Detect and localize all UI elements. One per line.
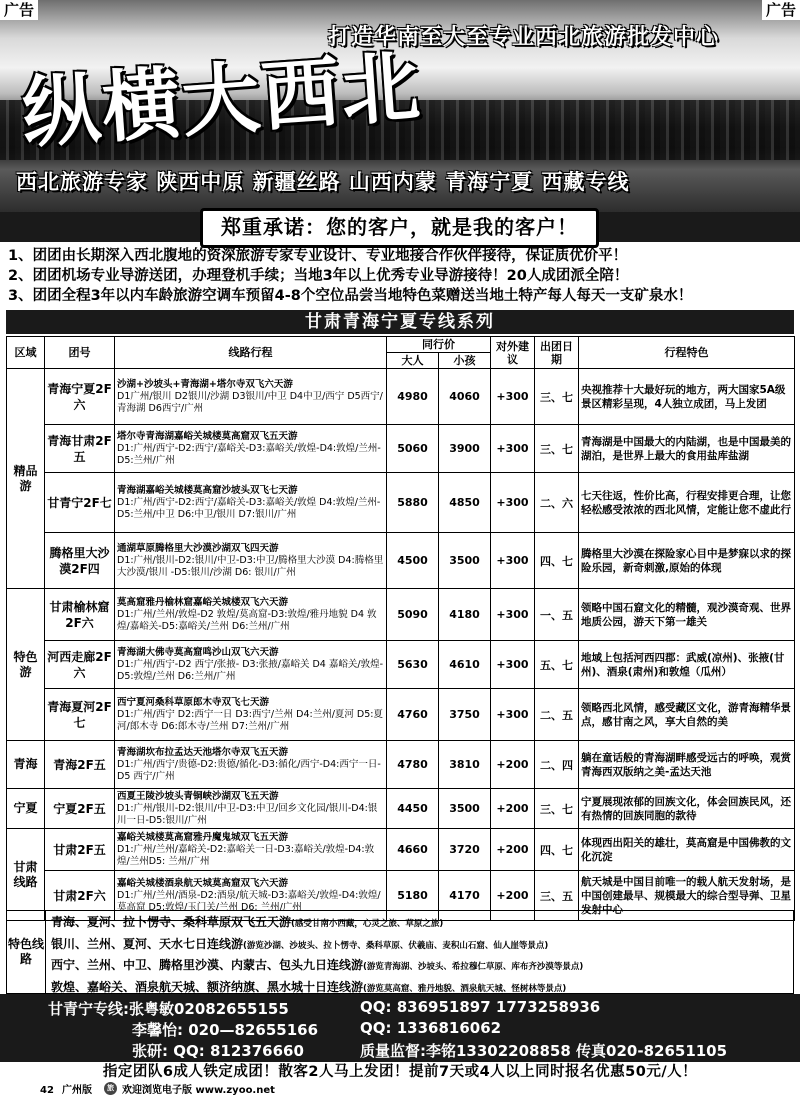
special-routes (6, 910, 794, 994)
adult-price: 5180 (387, 871, 439, 921)
special-routes-label: 特色线路 (7, 911, 46, 993)
child-price: 3720 (439, 829, 491, 871)
external-price: +300 (491, 589, 535, 641)
route-code: 甘青宁2F七 (45, 473, 115, 533)
promise-item-3: 3、团团全程3年以内车龄旅游空调车预留4-8个空位品尝当地特色菜赠送当地土特产每人每天一支矿泉水！ (8, 288, 693, 304)
route-features: 宁夏展现浓郁的回族文化，体会回族民风，还有热情的回族同胞的款待 (579, 789, 795, 829)
child-price: 3500 (439, 533, 491, 589)
table-row (7, 641, 795, 689)
adult-price: 5090 (387, 589, 439, 641)
route-itinerary (115, 533, 387, 589)
adult-price: 5630 (387, 641, 439, 689)
route-details: D1:广州/西宁-D2 西宁/张掖- D3:张掖/嘉峪关 D4 嘉峪关/敦煌-D5:敦煌/兰州 D6:兰州/广州 (117, 658, 384, 682)
external-price: +200 (491, 789, 535, 829)
adult-price: 4500 (387, 533, 439, 589)
route-code: 甘肃2F五 (45, 829, 115, 871)
route-details: D1:广州/西宁-D2:西宁/嘉峪关-D3:嘉峪关/敦煌 D4:敦煌/兰州-D5:兰州/中卫 D6:中卫/银川 D7:银川/广州 (117, 496, 381, 520)
table-row (7, 829, 795, 871)
route-code: 青海夏河2F七 (45, 689, 115, 741)
child-price: 3900 (439, 425, 491, 473)
table-row (7, 589, 795, 641)
adult-price: 5880 (387, 473, 439, 533)
external-price: +200 (491, 741, 535, 789)
child-price: 3500 (439, 789, 491, 829)
table-row (7, 473, 795, 533)
table-row (7, 789, 795, 829)
route-features: 领略西北风情，感受藏区文化，游青海精华景点，感甘南之风，享大自然的美 (579, 689, 795, 741)
external-price: +200 (491, 871, 535, 921)
child-price: 4850 (439, 473, 491, 533)
route-code: 宁夏2F五 (45, 789, 115, 829)
page-number: 42 (40, 1085, 54, 1096)
external-price: +200 (491, 829, 535, 871)
adult-price: 4780 (387, 741, 439, 789)
route-title: 青海湖大佛寺莫高窟鸣沙山双飞六天游 (117, 646, 279, 658)
route-features: 体现西出阳关的雄壮，莫高窟是中国佛教的文化沉淀 (579, 829, 795, 871)
adult-price: 4450 (387, 789, 439, 829)
route-code: 甘肃2F六 (45, 871, 115, 921)
contact-line3-name: 张研: QQ: 812376660 (132, 1042, 304, 1060)
promo-slogan: 指定团队6成人铁定成团！散客2人马上发团！提前7天或4人以上同时报名优惠50元/人！ (0, 1062, 800, 1082)
promise-item-1: 1、团团由长期深入西北腹地的资深旅游专家专业设计、专业地接合作伙伴接待，保证质优价平！ (8, 248, 628, 264)
external-price: +300 (491, 369, 535, 425)
route-code: 青海2F五 (45, 741, 115, 789)
child-price: 4610 (439, 641, 491, 689)
header-code: 团号 (45, 337, 115, 369)
route-details: D1广州/银川 D2银川/沙湖 D3银川/中卫 D4中卫/西宁 D5西宁/青海湖 D6西宁/广州 (117, 390, 383, 414)
special-route-2: 银川、兰州、夏河、天水七日连线游(游览沙湖、沙坡头、拉卜愣寺、桑科草原、伏羲庙、麦积山石窟、仙人崖等景点) (51, 936, 549, 951)
contact-line1-name: 甘青宁专线:张粤敏02082655155 (48, 1000, 289, 1018)
contact-line2-qq: QQ: 1336816062 (360, 1019, 502, 1037)
route-features: 躺在童话般的青海湖畔感受远古的呼唤，观赏青海西双版纳之美-孟达天池 (579, 741, 795, 789)
footer-tagline[interactable]: 欢迎浏览电子版 www.zyoo.net (122, 1085, 275, 1096)
route-itinerary (115, 369, 387, 425)
table-row (7, 689, 795, 741)
route-title: 嘉峪关城楼莫高窟雅丹魔鬼城双飞五天游 (117, 831, 289, 843)
route-title: 青海湖坎布拉孟达天池塔尔寺双飞五天游 (117, 746, 289, 758)
route-code: 甘肃榆林窟2F六 (45, 589, 115, 641)
hero-subtitle: 西北旅游专家 陕西中原 新疆丝路 山西内蒙 青海宁夏 西藏专线 (16, 170, 630, 194)
header-price: 同行价 (387, 337, 491, 353)
route-features: 航天城是中国目前唯一的载人航天发射场，是中国创建最早、规模最大的综合型导弹、卫星发射中心 (579, 871, 795, 921)
contact-line3-supervisor: 质量监督:李铭13302208858 传真020-82651105 (360, 1042, 728, 1060)
series-title: 甘肃青海宁夏专线系列 (6, 310, 794, 334)
adult-price: 5060 (387, 425, 439, 473)
ad-label-left: 广告 (0, 0, 38, 20)
page-footer: 42 广州版 旅 欢迎浏览电子版 www.zyoo.net (0, 1082, 800, 1100)
route-title: 通湖草原腾格里大沙漠沙湖双飞四天游 (117, 542, 279, 554)
departure-days: 二、五 (535, 689, 579, 741)
special-route-1: 青海、夏河、拉卜愣寺、桑科草原双飞五天游(感受甘南小西藏，心灵之旅、草原之旅) (51, 915, 444, 929)
edition-label: 广州版 (62, 1085, 92, 1096)
region-cell: 甘肃线路 (7, 829, 45, 921)
region-cell: 青海 (7, 741, 45, 789)
adult-price: 4660 (387, 829, 439, 871)
ad-label-right: 广告 (762, 0, 800, 20)
departure-days: 三、七 (535, 369, 579, 425)
header-region: 区域 (7, 337, 45, 369)
departure-days: 四、七 (535, 829, 579, 871)
route-title: 青海湖嘉峪关城楼莫高窟沙坡头双飞七天游 (117, 484, 298, 496)
departure-days: 三、七 (535, 789, 579, 829)
departure-days: 五、七 (535, 641, 579, 689)
departure-days: 二、六 (535, 473, 579, 533)
routes-table (6, 336, 795, 921)
external-price: +300 (491, 689, 535, 741)
special-route-4: 敦煌、嘉峪关、酒泉航天城、额济纳旗、黑水城十日连线游(游览莫高窟、雅丹地貌、酒泉航天城、怪树林等景点) (51, 979, 567, 994)
adult-price: 4760 (387, 689, 439, 741)
header-features: 行程特色 (579, 337, 795, 369)
departure-days: 一、五 (535, 589, 579, 641)
child-price: 4060 (439, 369, 491, 425)
route-code: 青海甘肃2F五 (45, 425, 115, 473)
route-itinerary (115, 741, 387, 789)
route-details: D1:广州/兰州/酒泉-D2:酒泉/航天城-D3:嘉峪关/敦煌-D4:敦煌/莫高窟 D5:敦煌/玉门关/兰州 D6: 兰州/广州 (117, 889, 381, 913)
adult-price: 4980 (387, 369, 439, 425)
route-code: 河西走廊2F六 (45, 641, 115, 689)
external-price: +300 (491, 425, 535, 473)
external-price: +300 (491, 473, 535, 533)
route-title: 沙湖+沙坡头+青海湖+塔尔寺双飞六天游 (117, 378, 293, 390)
route-details: D1:广州/银川-D2:银川/中卫-D3:中卫/腾格里大沙漠 D4:腾格里大沙漠/银川 -D5:银川/沙湖 D6: 银川/广州 (117, 554, 384, 578)
route-itinerary (115, 589, 387, 641)
child-price: 4180 (439, 589, 491, 641)
route-code: 青海宁夏2F六 (45, 369, 115, 425)
contact-panel (0, 994, 800, 1062)
route-itinerary (115, 473, 387, 533)
route-itinerary (115, 689, 387, 741)
contact-line1-qq: QQ: 836951897 1773258936 (360, 998, 601, 1016)
external-price: +300 (491, 533, 535, 589)
route-details: D1:广州/西宁/贵德-D2:贵德/循化-D3:循化/西宁-D4:西宁一日-D5 西宁/广州 (117, 758, 381, 782)
route-itinerary (115, 425, 387, 473)
hero-banner (0, 0, 800, 212)
child-price: 3750 (439, 689, 491, 741)
service-promises (8, 246, 798, 306)
header-external: 对外建议 (491, 337, 535, 369)
route-title: 嘉峪关城楼酒泉航天城莫高窟双飞六天游 (117, 877, 289, 889)
route-details: D1:广州/西宁 D2:西宁一日 D3:西宁/兰州 D4:兰州/夏河 D5:夏河/郎木寺 D6:郎木寺/兰州 D7:兰州/广州 (117, 708, 383, 732)
route-features: 腾格里大沙漠在探险家心目中是梦寐以求的探险乐园，新奇刺激,原始的体现 (579, 533, 795, 589)
route-details: D1:广州/西宁-D2:西宁/嘉峪关-D3:嘉峪关/敦煌-D4:敦煌/兰州-D5:兰州/广州 (117, 442, 381, 466)
child-price: 4170 (439, 871, 491, 921)
route-title: 西宁夏河桑科草原郎木寺双飞七天游 (117, 696, 270, 708)
route-details: D1:广州/兰州/敦煌-D2 敦煌/莫高窟-D3:敦煌/雅丹地貌 D4 敦煌/嘉峪关-D5:嘉峪关/兰州 D6:兰州/广州 (117, 608, 377, 632)
route-title: 西夏王陵沙坡头青铜峡沙湖双飞五天游 (117, 790, 279, 802)
departure-days: 三、五 (535, 871, 579, 921)
route-details: D1:广州/银川-D2:银川/中卫-D3:中卫/回乡文化园/银川-D4:银川一日-D5:银川/广州 (117, 802, 378, 826)
route-features: 央视推荐十大最好玩的地方，两大国家5A级景区精彩呈现，4人独立成团，马上发团 (579, 369, 795, 425)
child-price: 3810 (439, 741, 491, 789)
header-departure: 出团日期 (535, 337, 579, 369)
route-features: 领略中国石窟文化的精髓，观沙漠奇观、世界地质公园，游天下第一雄关 (579, 589, 795, 641)
header-itinerary: 线路行程 (115, 337, 387, 369)
brand-logo-text: 纵横大西北 (19, 41, 425, 160)
table-header-row (7, 337, 795, 353)
special-route-3: 西宁、兰州、中卫、腾格里沙漠、内蒙古、包头九日连线游(游览青海湖、沙坡头、希拉穆仁草原、库布齐沙漠等景点) (51, 958, 584, 972)
promise-banner: 郑重承诺：您的客户，就是我的客户！ (200, 208, 599, 248)
table-row (7, 425, 795, 473)
route-itinerary (115, 829, 387, 871)
departure-days: 四、七 (535, 533, 579, 589)
contact-line2-name: 李馨怡: 020—82655166 (132, 1021, 319, 1039)
external-price: +300 (491, 641, 535, 689)
table-row (7, 369, 795, 425)
route-title: 莫高窟雅丹榆林窟嘉峪关城楼双飞六天游 (117, 596, 289, 608)
route-itinerary (115, 641, 387, 689)
route-features: 青海湖是中国最大的内陆湖，也是中国最美的湖泊，是世界上最大的食用盐库盐湖 (579, 425, 795, 473)
route-itinerary (115, 789, 387, 829)
promise-item-2: 2、团团机场专业导游送团，办理登机手续；当地3年以上优秀专业导游接待！20人成团派全陪！ (8, 268, 629, 284)
hero-tagline: 打造华南至大至专业西北旅游批发中心 (328, 25, 720, 50)
departure-days: 二、四 (535, 741, 579, 789)
region-cell: 精品游 (7, 369, 45, 589)
region-cell: 宁夏 (7, 789, 45, 829)
table-row (7, 533, 795, 589)
region-cell: 特色游 (7, 589, 45, 741)
route-features: 地域上包括河西四郡：武威(凉州)、张掖(甘州)、酒泉(肃州)和敦煌（瓜州） (579, 641, 795, 689)
route-details: D1:广州/兰州/嘉峪关-D2:嘉峪关一日-D3:嘉峪关/敦煌-D4:敦煌/兰州D5: 兰州/广州 (117, 843, 375, 867)
route-title: 塔尔寺青海湖嘉峪关城楼莫高窟双飞五天游 (117, 430, 298, 442)
route-features: 七天往返，性价比高，行程安排更合理，让您轻松感受浓浓的西北风情，定能让您不虚此行 (579, 473, 795, 533)
header-adult: 大人 (387, 353, 439, 369)
route-code: 腾格里大沙漠2F四 (45, 533, 115, 589)
table-row (7, 741, 795, 789)
header-child: 小孩 (439, 353, 491, 369)
departure-days: 三、七 (535, 425, 579, 473)
